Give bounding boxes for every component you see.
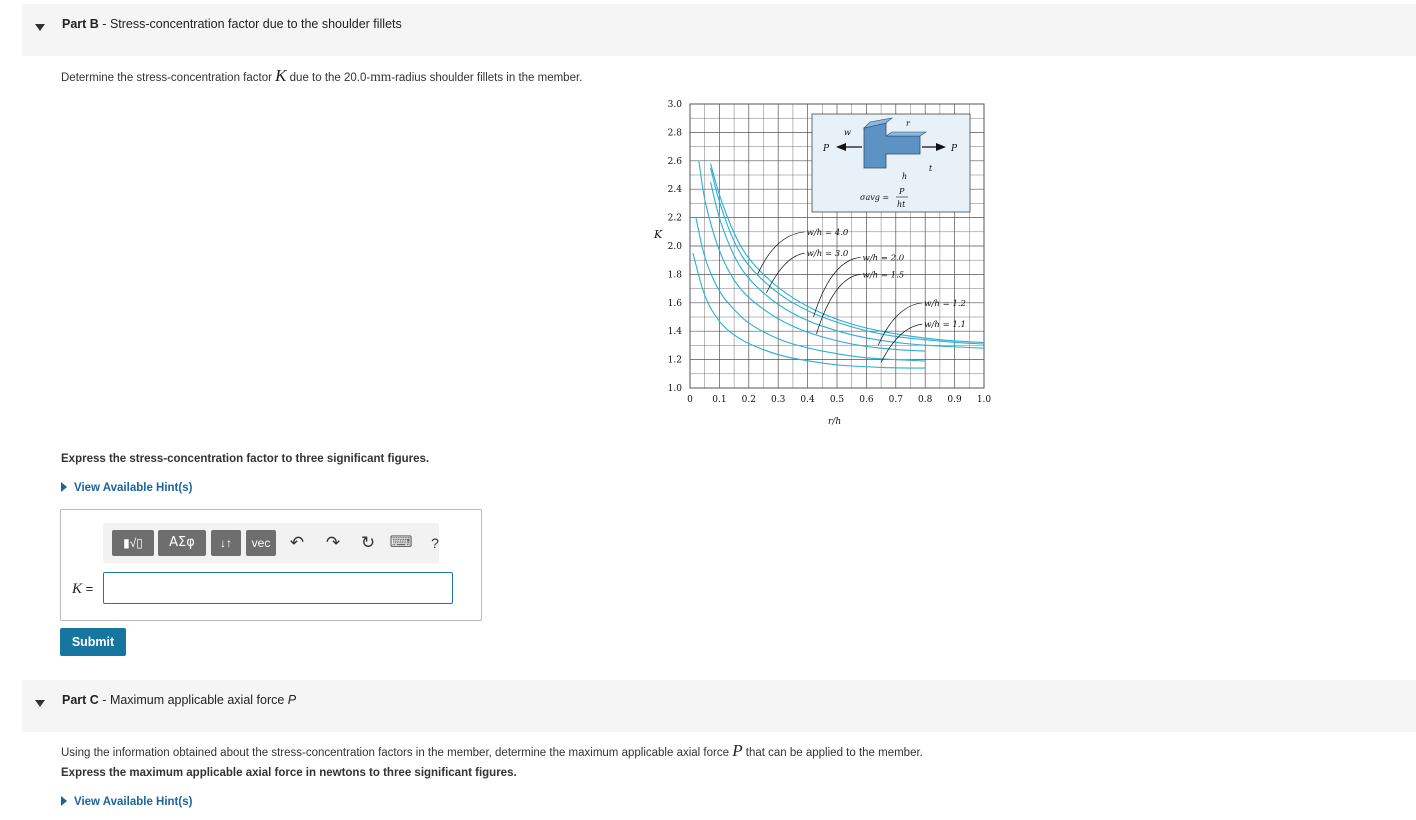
expand-triangle-icon	[61, 796, 67, 806]
curve-label: w/h = 4.0	[806, 227, 849, 238]
part-b-header[interactable]	[22, 4, 1416, 56]
y-tick-label: 2.2	[667, 213, 682, 224]
series-curve	[696, 218, 925, 361]
curve-label: w/h = 1.5	[862, 270, 905, 281]
x-tick-label: 0.7	[888, 395, 903, 405]
stress-concentration-chart	[650, 96, 1000, 441]
y-tick-label: 2.4	[667, 185, 682, 196]
x-tick-label: 1.0	[976, 395, 992, 405]
y-tick-label: 1.8	[667, 270, 682, 281]
x-tick-label: 0.3	[771, 395, 786, 405]
x-tick-label: 0.8	[918, 395, 933, 405]
inset-p-right: P	[951, 144, 958, 154]
part-b-title: Part B - Stress-concentration factor due to the shoulder fillets	[62, 17, 402, 31]
y-tick-label: 1.6	[667, 298, 682, 309]
part-b-instruction: Express the stress-concentration factor to three significant figures.	[61, 453, 430, 465]
y-tick-label: 1.4	[667, 327, 682, 338]
y-tick-label: 2.0	[667, 242, 682, 252]
greek-button[interactable]: ΑΣφ	[158, 530, 206, 556]
y-tick-label: 2.8	[667, 128, 682, 139]
part-c-header[interactable]	[22, 680, 1416, 732]
curve-label: w/h = 3.0	[806, 249, 849, 260]
inset-p-left: P	[823, 144, 830, 154]
member-side	[886, 132, 926, 136]
inset-formula-lhs: σavg =	[860, 193, 890, 202]
chart-inset	[812, 114, 970, 212]
x-tick-label: 0.4	[800, 395, 815, 405]
y-tick-label: 1.0	[667, 384, 682, 394]
undo-icon[interactable]: ↶	[289, 533, 305, 552]
inset-formula-den: ht	[897, 200, 906, 209]
inset-t: t	[929, 164, 933, 173]
help-icon[interactable]: ?	[431, 535, 439, 551]
part-c-instruction: Express the maximum applicable axial force in newtons to three significant figures.	[61, 767, 517, 779]
k-answer-input[interactable]	[103, 572, 453, 604]
vec-button[interactable]: vec	[246, 530, 276, 556]
x-tick-label: 0.9	[947, 395, 962, 405]
y-tick-label: 3.0	[667, 100, 682, 110]
chart-xlabel: r/h	[828, 417, 842, 427]
x-tick-label: 0	[687, 395, 693, 405]
inset-r: r	[906, 119, 910, 128]
inset-formula-num: P	[899, 187, 905, 196]
curve-label: w/h = 1.1	[924, 320, 966, 331]
part-c-question: Using the information obtained about the stress-concentration factors in the member, determine the maximum applicable axial force P that can be applied to the member.	[61, 741, 923, 760]
collapse-caret-icon[interactable]	[35, 700, 45, 707]
part-c-title: Part C - Maximum applicable axial force P	[62, 693, 297, 707]
redo-icon[interactable]: ↷	[325, 533, 341, 552]
answer-label: K =	[72, 581, 94, 597]
math-toolbar	[103, 523, 439, 563]
x-tick-label: 0.1	[712, 395, 727, 405]
chart-ylabel: K	[654, 228, 663, 241]
curve-label: w/h = 2.0	[862, 253, 905, 264]
arrows-button[interactable]: ↓↑	[211, 530, 241, 556]
inset-w: w	[844, 128, 851, 137]
x-tick-label: 0.5	[829, 395, 845, 405]
x-tick-label: 0.6	[859, 395, 874, 405]
y-tick-label: 1.2	[667, 355, 682, 366]
keyboard-icon[interactable]: ⌨	[389, 534, 413, 551]
part-b-hint-link[interactable]: View Available Hint(s)	[61, 482, 192, 494]
x-tick-label: 0.2	[741, 395, 756, 405]
part-b-question: Determine the stress-concentration factor K due to the 20.0-mm-radius shoulder fillets in the member.	[61, 66, 583, 85]
answer-area	[60, 509, 482, 621]
part-c-hint-link[interactable]: View Available Hint(s)	[61, 796, 192, 808]
submit-button[interactable]: Submit	[60, 628, 126, 656]
templates-button[interactable]: ▮√▯	[112, 530, 154, 556]
y-tick-label: 2.6	[667, 156, 682, 167]
curve-label: w/h = 1.2	[924, 298, 966, 309]
reset-icon[interactable]: ↻	[360, 533, 376, 552]
curve-label-leader	[758, 232, 805, 275]
expand-triangle-icon	[61, 482, 67, 492]
collapse-caret-icon[interactable]	[35, 24, 45, 31]
inset-h: h	[902, 172, 908, 181]
curve-label-leader	[766, 253, 804, 293]
